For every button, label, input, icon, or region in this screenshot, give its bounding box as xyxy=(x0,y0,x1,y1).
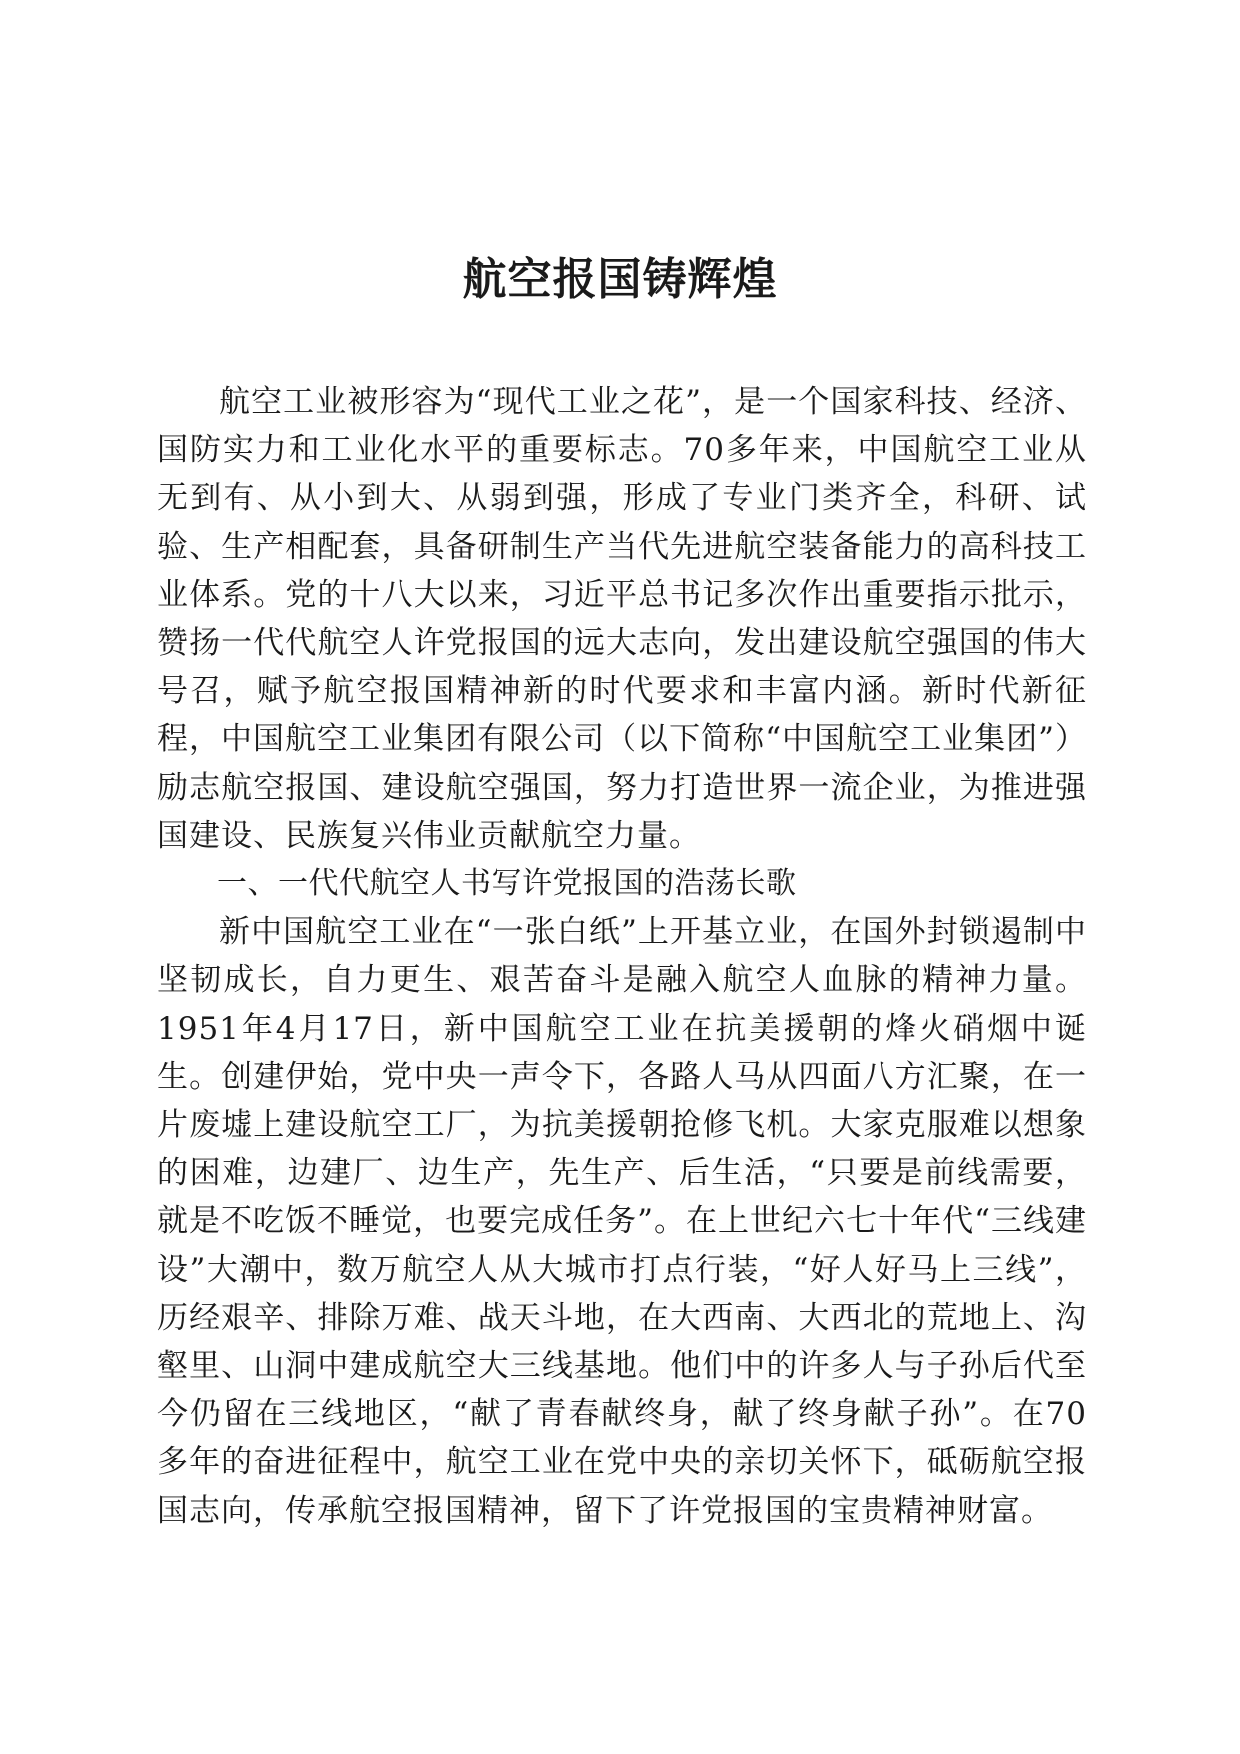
paragraph-intro: 航空工业被形容为“现代工业之花”，是一个国家科技、经济、国防实力和工业化水平的重要标志。70多年来，中国航空工业从无到有、从小到大、从弱到强，形成了专业门类齐全，科研、试验、生产相配套，具备研制生产当代先进航空装备能力的高科技工业体系。党的十八大以来，习近平总书记多次作出重要指示批示，赞扬一代代航空人许党报国的远大志向，发出建设航空强国的伟大号召，赋予航空报国精神新的时代要求和丰富内涵。新时代新征程，中国航空工业集团有限公司（以下简称“中国航空工业集团”）励志航空报国、建设航空强国，努力打造世界一流企业，为推进强国建设、民族复兴伟业贡献航空力量。 xyxy=(157,384,1087,854)
document-body xyxy=(157,378,1087,1535)
section-heading: 一、一代代航空人书写许党报国的浩荡长歌 xyxy=(217,866,797,902)
document-title: 航空报国铸辉煌 xyxy=(462,254,778,305)
paragraph-history: 新中国航空工业在“一张白纸”上开基立业，在国外封锁遏制中坚韧成长，自力更生、艰苦奋斗是融入航空人血脉的精神力量。1951年4月17日，新中国航空工业在抗美援朝的烽火硝烟中诞生。创建伊始，党中央一声令下，各路人马从四面八方汇聚，在一片废墟上建设航空工厂，为抗美援朝抢修飞机。大家克服难以想象的困难，边建厂、边生产，先生产、后生活，“只要是前线需要，就是不吃饭不睡觉，也要完成任务”。在上世纪六七十年代“三线建设”大潮中，数万航空人从大城市打点行装，“好人好马上三线”，历经艰辛、排除万难、战天斗地，在大西南、大西北的荒地上、沟壑里、山洞中建成航空大三线基地。他们中的许多人与子孙后代至今仍留在三线地区，“献了青春献终身，献了终身献子孙”。在70多年的奋进征程中，航空工业在党中央的亲切关怀下，砥砺航空报国志向，传承航空报国精神，留下了许党报国的宝贵精神财富。 xyxy=(157,914,1087,1529)
